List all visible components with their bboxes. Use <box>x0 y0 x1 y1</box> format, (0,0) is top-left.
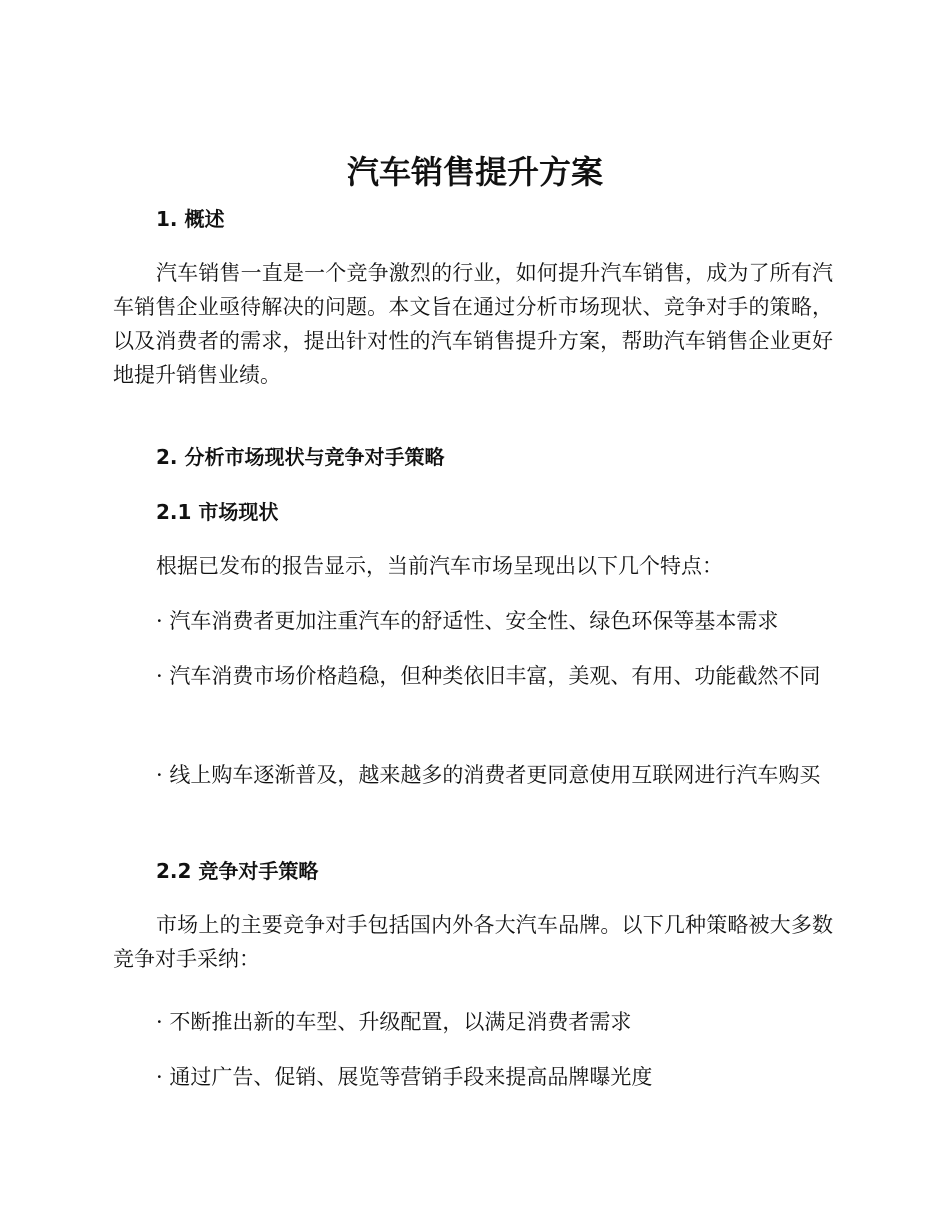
market-status-bullet: · 线上购车逐渐普及，越来越多的消费者更同意使用互联网进行汽车购买 <box>156 763 821 787</box>
competitor-strategy-bullet: · 不断推出新的车型、升级配置，以满足消费者需求 <box>156 1010 632 1034</box>
competitor-strategy-intro: 市场上的主要竞争对手包括国内外各大汽车品牌。以下几种策略被大多数竞争对手采纳： <box>113 913 833 971</box>
market-status-intro: 根据已发布的报告显示，当前汽车市场呈现出以下几个特点： <box>156 554 723 578</box>
section-heading-market-status: 2.1 市场现状 <box>156 500 279 524</box>
competitor-strategy-bullet: · 通过广告、促销、展览等营销手段来提高品牌曝光度 <box>156 1065 653 1089</box>
market-status-bullet: · 汽车消费市场价格趋稳，但种类依旧丰富，美观、有用、功能截然不同 <box>156 664 821 688</box>
section-heading-overview: 1. 概述 <box>156 207 225 231</box>
document-title: 汽车销售提升方案 <box>346 153 603 191</box>
section-heading-competitor-strategy: 2.2 竞争对手策略 <box>156 859 319 883</box>
section-heading-market-analysis: 2. 分析市场现状与竞争对手策略 <box>156 445 445 469</box>
market-status-bullet: · 汽车消费者更加注重汽车的舒适性、安全性、绿色环保等基本需求 <box>156 609 779 633</box>
overview-paragraph: 汽车销售一直是一个竞争激烈的行业，如何提升汽车销售，成为了所有汽车销售企业亟待解决的问题。本文旨在通过分析市场现状、竞争对手的策略，以及消费者的需求，提出针对性的汽车销售提升方案，帮助汽车销售企业更好地提升销售业绩。 <box>113 261 833 387</box>
